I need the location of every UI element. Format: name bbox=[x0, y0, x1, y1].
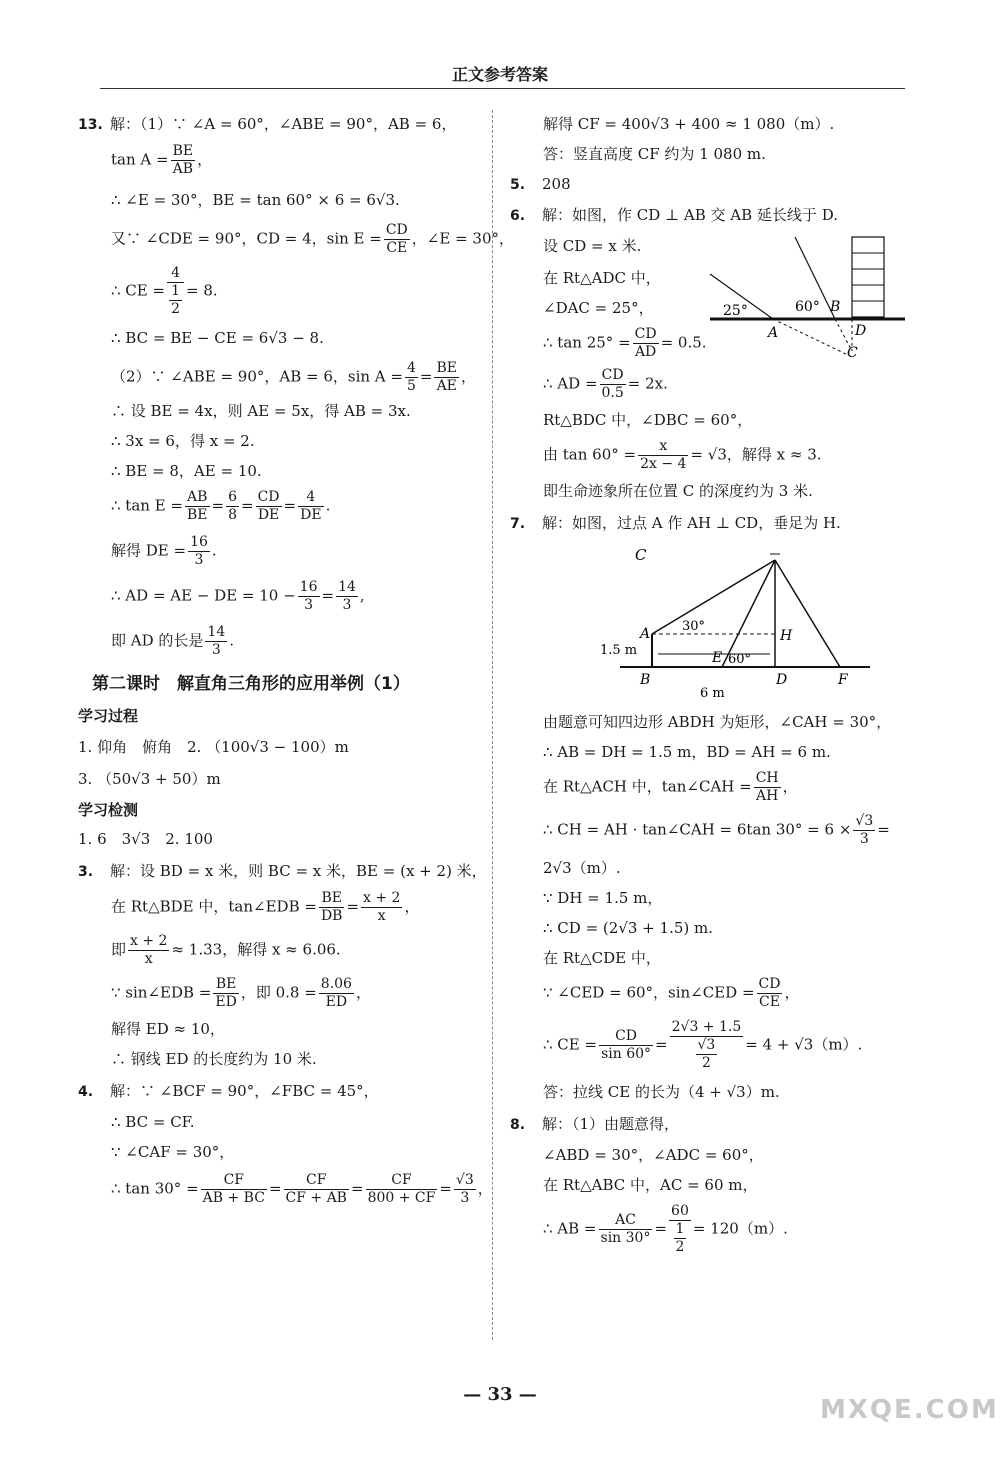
watermark-logo: MXQE.COM bbox=[820, 1395, 999, 1425]
p3-line2: 在 Rt△BDE 中，tan∠EDB = $\frac{BE}{DB}$ = $\frac{x + 2}{x}$ ， bbox=[111, 890, 420, 924]
label-B: B bbox=[830, 299, 841, 315]
p8-line4: ∴ AB = $\frac{AC}{\sin 30^\circ}$ = $\frac{60}{\frac{1}{2}}$ = 120（m）. bbox=[543, 1203, 788, 1255]
label-30: 30° bbox=[682, 619, 706, 634]
p3-line1: 3. 解：设 BD = x 米，则 BC = x 米，BE = (x + 2) 米， bbox=[78, 862, 487, 880]
p7-line4: 在 Rt△ACH 中，tan∠CAH = $\frac{CH}{AH}$ ， bbox=[543, 770, 798, 804]
p6-line8: 由 tan 60° = $\frac{x}{2x - 4}$ = √3，解得 x ≈ 3. bbox=[543, 438, 822, 472]
figure-6-diagram bbox=[705, 227, 910, 357]
p3-line6: ∴ 钢线 ED 的长度约为 10 米. bbox=[111, 1050, 317, 1068]
label-D: D bbox=[776, 672, 788, 688]
p6-line9: 即生命迹象所在位置 C 的深度约为 3 米. bbox=[543, 482, 813, 500]
p6-line3: 在 Rt△ADC 中， bbox=[543, 269, 661, 287]
p13-line5: ∴ CE = $\frac{4}{\frac{1}{2}}$ = 8. bbox=[111, 265, 218, 317]
p4-line1: 4. 解：∵ ∠BCF = 90°，∠FBC = 45°， bbox=[78, 1082, 379, 1100]
segment-cf bbox=[775, 560, 840, 667]
complex-fraction: $\frac{60}{\frac{1}{2}}$ bbox=[671, 1203, 689, 1255]
r-line1: 解得 CF = 400√3 + 400 ≈ 1 080（m）. bbox=[543, 115, 835, 133]
complex-fraction: $\frac{2√3 + 1.5}{\frac{√3}{2}}$ bbox=[671, 1019, 742, 1071]
p13-line9: ∴ 3x = 6，得 x = 2. bbox=[111, 432, 255, 450]
right-column bbox=[510, 108, 910, 1256]
p4-line2: ∴ BC = CF. bbox=[111, 1113, 195, 1131]
p5-line: 5. 208 bbox=[510, 175, 571, 193]
p3-line5: 解得 ED ≈ 10， bbox=[111, 1020, 225, 1038]
p7-line7: ∵ DH = 1.5 m， bbox=[543, 889, 663, 907]
check-line1: 1. 6 3√3 2. 100 bbox=[78, 830, 213, 848]
p8-line1: 8. 解：（1）由题意得， bbox=[510, 1115, 680, 1133]
label-H: H bbox=[780, 628, 793, 644]
p13-line11: ∴ tan E = $\frac{AB}{BE}$ = $\frac{6}{8}$ = $\frac{CD}{DE}$ = $\frac{4}{DE}$ . bbox=[111, 489, 331, 523]
label-60: 60° bbox=[728, 652, 752, 667]
label-A: A bbox=[640, 626, 651, 642]
label-B: B bbox=[640, 672, 651, 688]
p8-line2: ∠ABD = 30°，∠ADC = 60°， bbox=[543, 1146, 764, 1164]
label-width: 6 m bbox=[700, 686, 725, 701]
label-60: 60° bbox=[795, 299, 820, 315]
p7-line8: ∴ CD = (2√3 + 1.5) m. bbox=[543, 919, 713, 937]
p3-line3: 即 $\frac{x + 2}{x}$ ≈ 1.33，解得 x ≈ 6.06. bbox=[111, 933, 341, 967]
p7-line11: ∴ CE = $\frac{CD}{\sin 60^\circ}$ = $\frac{2√3 + 1.5}{\frac{√3}{2}}$ = 4 + √3（m）. bbox=[543, 1019, 863, 1071]
label-25: 25° bbox=[723, 303, 748, 319]
p7-line2: 由题意可知四边形 ABDH 为矩形，∠CAH = 30°， bbox=[543, 713, 892, 731]
p13-line3: ∴ ∠E = 30°，BE = tan 60° × 6 = 6√3. bbox=[111, 191, 400, 209]
p13-line2: tan A = $\frac{BE}{AB}$ ， bbox=[111, 143, 213, 177]
fraction: $\frac{BE}{AB}$ bbox=[172, 143, 194, 177]
p13-line4: 又∵ ∠CDE = 90°，CD = 4，sin E = $\frac{CD}{CE}$ ，∠E = 30°， bbox=[111, 222, 514, 256]
p7-line9: 在 Rt△CDE 中， bbox=[543, 949, 661, 967]
label-A: A bbox=[768, 325, 779, 341]
p13-line8: ∴ 设 BE = 4x，则 AE = 5x，得 AB = 3x. bbox=[111, 402, 411, 420]
process-line1: 1. 仰角 俯角 2. （100√3 − 100）m bbox=[78, 738, 349, 756]
label-C: C bbox=[847, 345, 858, 357]
building bbox=[852, 237, 884, 317]
page-header: 正文参考答案 bbox=[451, 65, 548, 84]
p13-line13: ∴ AD = AE − DE = 10 − $\frac{16}{3}$ = $\frac{14}{3}$ , bbox=[111, 579, 365, 613]
column-divider bbox=[492, 110, 493, 1340]
p8-line3: 在 Rt△ABC 中，AC = 60 m， bbox=[543, 1176, 758, 1194]
p4-line3: ∵ ∠CAF = 30°， bbox=[111, 1143, 235, 1161]
p7-line6: 2√3（m）. bbox=[543, 859, 621, 877]
p7-line1: 7. 解：如图，过点 A 作 AH ⊥ CD，垂足为 H. bbox=[510, 514, 841, 532]
p7-line5: ∴ CH = AH · tan∠CAH = 6tan 30° = 6 × $\frac{√3}{3}$ = bbox=[543, 813, 890, 847]
p3-line4: ∵ sin∠EDB = $\frac{BE}{ED}$ ，即 0.8 = $\frac{8.06}{ED}$ ， bbox=[111, 976, 371, 1010]
p4-line4: ∴ tan 30° = $\frac{CF}{AB + BC}$ = $\frac{CF}{CF + AB}$ = $\frac{CF}{800 + CF}$ = $\frac{√3}{3}$ ， bbox=[111, 1172, 493, 1206]
p7-line3: ∴ AB = DH = 1.5 m，BD = AH = 6 m. bbox=[543, 743, 831, 761]
label-F: F bbox=[838, 672, 848, 688]
fraction: $\frac{CD}{CE}$ bbox=[385, 222, 408, 256]
p13-line14: 即 AD 的长是 $\frac{14}{3}$ . bbox=[111, 624, 235, 658]
p13-line6: ∴ BC = BE − CE = 6√3 − 8. bbox=[111, 329, 324, 347]
label-height: 1.5 m bbox=[600, 643, 638, 658]
r-line2: 答：竖直高度 CF 约为 1 080 m. bbox=[543, 145, 766, 163]
label-D: D bbox=[855, 323, 867, 339]
p13-line10: ∴ BE = 8，AE = 10. bbox=[111, 462, 262, 480]
p13-line1: 13. 解：（1）∵ ∠A = 60°，∠ABE = 90°，AB = 6， bbox=[78, 115, 457, 133]
p13-line12: 解得 DE = $\frac{16}{3}$ . bbox=[111, 534, 217, 568]
p6-line7: Rt△BDC 中，∠DBC = 60°， bbox=[543, 411, 753, 429]
p6-block bbox=[510, 205, 910, 501]
p6-line6: ∴ AD = $\frac{CD}{0.5}$ = 2x. bbox=[543, 367, 668, 401]
dash-ac bbox=[773, 319, 852, 357]
subheading-process: 学习过程 bbox=[78, 707, 139, 725]
figure-7-diagram bbox=[600, 542, 880, 702]
subheading-check: 学习检测 bbox=[78, 801, 139, 819]
left-column bbox=[78, 108, 514, 1207]
p6-line1: 6. 解：如图，作 CD ⊥ AB 交 AB 延长线于 D. bbox=[510, 206, 838, 224]
process-line2: 3. （50√3 + 50）m bbox=[78, 770, 221, 788]
p7-line10: ∵ ∠CED = 60°，sin∠CED = $\frac{CD}{CE}$ ， bbox=[543, 976, 800, 1010]
complex-fraction: $\frac{4}{\frac{1}{2}}$ bbox=[167, 265, 184, 318]
p6-line5: ∴ tan 25° = $\frac{CD}{AD}$ = 0.5. bbox=[543, 326, 707, 360]
page-number: — 33 — bbox=[463, 1384, 537, 1405]
label-C: C bbox=[635, 546, 647, 564]
p13-line7: （2）∵ ∠ABE = 90°，AB = 6，sin A = $\frac{4}{5}$ = $\frac{BE}{AE}$ ， bbox=[111, 360, 477, 394]
p6-line2: 设 CD = x 米. bbox=[543, 237, 642, 255]
header-rule bbox=[100, 88, 905, 89]
section-title: 第二课时 解直角三角形的应用举例（1） bbox=[92, 674, 410, 694]
p6-line4: ∠DAC = 25°， bbox=[543, 299, 654, 317]
label-E: E bbox=[712, 650, 723, 666]
p7-line12: 答：拉线 CE 的长为（4 + √3）m. bbox=[543, 1083, 780, 1101]
